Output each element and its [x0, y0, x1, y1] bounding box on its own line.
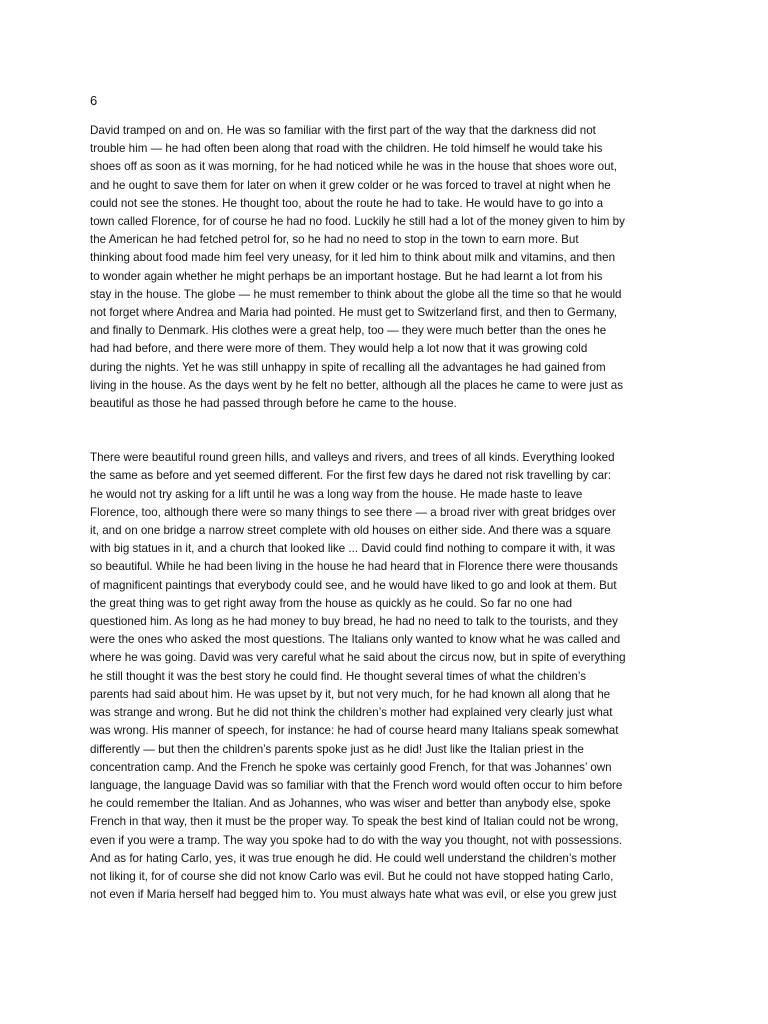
text-line: where he was going. David was very careful what he said about the circus now, but in spite of everything — [90, 651, 626, 665]
text-line: with big statues in it, and a church that looked like ... David could find nothing to compare it with, it was — [90, 542, 616, 556]
text-line: could not see the stones. He thought too, about the route he had to take. He would have to go into a — [90, 196, 604, 210]
text-line: even if you were a tramp. The way you spoke had to do with the way you thought, not with possessions. — [90, 833, 623, 847]
text-line: thinking about food made him feel very uneasy, for it led him to think about milk and vitamins, and then — [90, 251, 616, 265]
text-line: And as for hating Carlo, yes, it was true enough he did. He could well understand the children’s mother — [90, 851, 617, 865]
text-line: stay in the house. The globe — he must remember to think about the globe all the time so that he would — [90, 287, 622, 301]
text-line: and he ought to save them for later on when it grew colder or he was forced to travel at night when he — [90, 178, 611, 192]
text-line: not forget where Andrea and Maria had pointed. He must get to Switzerland first, and then to Germany, — [90, 306, 617, 320]
text-line: David tramped on and on. He was so familiar with the first part of the way that the darkness did not — [90, 124, 596, 137]
text-line: he would not try asking for a lift until he was a long way from the house. He made haste to leave — [90, 487, 583, 501]
text-line: There were beautiful round green hills, and valleys and rivers, and trees of all kinds. Everything looked — [90, 451, 615, 465]
page-number: 6 — [90, 93, 98, 108]
text-line: had had before, and there were more of them. They would help a lot now that it was growing cold — [90, 342, 588, 356]
paragraph-2 — [90, 449, 678, 904]
text-line: he could remember the Italian. And as Johannes, who was wiser and better than anybody else, spoke — [90, 797, 611, 811]
text-line: the same as before and yet seemed different. For the first few days he dared not risk travelling by car: — [90, 469, 612, 483]
text-line: town called Florence, for of course he had no food. Luckily he still had a lot of the money given to him by — [90, 215, 625, 229]
text-line: he still thought it was the best story he could find. He thought several times of what the children’s — [90, 669, 587, 683]
text-line: French in that way, then it must be the proper way. To speak the best kind of Italian could not be wrong, — [90, 815, 619, 829]
text-line: was strange and wrong. But he did not think the children’s mother had explained very clearly just what — [90, 706, 613, 720]
text-line: parents had said about him. He was upset by it, but not very much, for he had known all along that he — [90, 687, 611, 701]
text-line: was wrong. His manner of speech, for instance: he had of course heard many Italians speak somewhat — [90, 724, 619, 738]
text-line: language, the language David was so familiar with that the French word would often occur to him before — [90, 778, 623, 792]
text-line: questioned him. As long as he had money to buy bread, he had no need to talk to the tourists, and they — [90, 615, 618, 629]
text-line: not liking it, for of course she did not know Carlo was evil. But he could not have stopped hating Carlo, — [90, 869, 614, 883]
paragraph-1 — [90, 122, 678, 413]
text-line: shoes off as soon as it was morning, for he had noticed while he was in the house that shoes wore out, — [90, 160, 617, 174]
text-line: the great thing was to get right away from the house as quickly as he could. So far no one had — [90, 596, 573, 610]
text-line: the American he had fetched petrol for, so he had no need to stop in the town to earn more. But — [90, 233, 579, 247]
text-line: beautiful as those he had passed through before he came to the house. — [90, 397, 457, 411]
text-line: it, and on one bridge a narrow street complete with old houses on either side. And there was a square — [90, 524, 611, 538]
text-line: not even if Maria herself had begged him to. You must always hate what was evil, or else you grew just — [90, 888, 617, 902]
text-line: so beautiful. While he had been living in the house he had heard that in Florence there were thousands — [90, 560, 618, 574]
text-line: differently — but then the children’s parents spoke just as he did! Just like the Italian priest in the — [90, 742, 584, 756]
text-line: of magnificent paintings that everybody could see, and he would have liked to go and look at them. But — [90, 578, 617, 592]
text-line: were the ones who asked the most questions. The Italians only wanted to know what he was called and — [90, 633, 621, 647]
text-line: living in the house. As the days went by he felt no better, although all the places he came to were just as — [90, 378, 623, 392]
text-line: and finally to Denmark. His clothes were a great help, too — they were much better than the ones he — [90, 324, 607, 338]
text-line: concentration camp. And the French he spoke was certainly good French, for that was Johannes’ own — [90, 760, 612, 774]
text-line: trouble him — he had often been along that road with the children. He told himself he would take his — [90, 142, 603, 156]
document-page — [90, 92, 678, 904]
text-line: to wonder again whether he might perhaps be an important hostage. But he had learnt a lot from his — [90, 269, 603, 283]
text-line: during the nights. Yet he was still unhappy in spite of recalling all the advantages he had gained from — [90, 360, 606, 374]
text-line: Florence, too, although there were so many things to see there — a broad river with great bridges over — [90, 505, 616, 519]
